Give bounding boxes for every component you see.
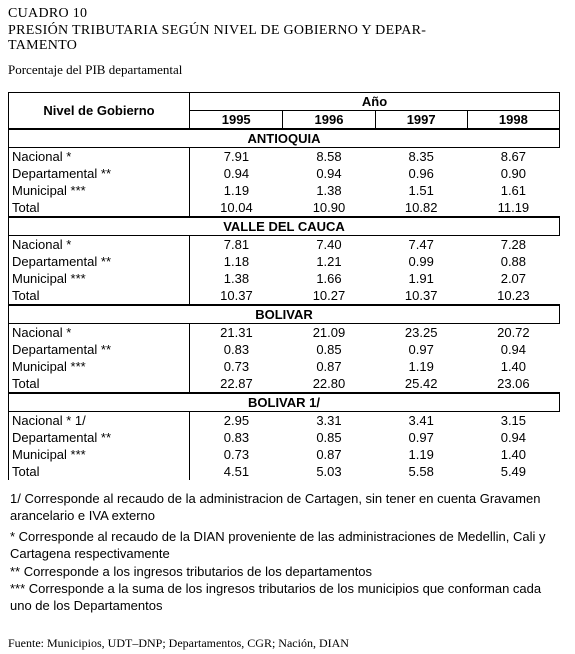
row-label: Nacional * 1/ <box>9 412 190 430</box>
value-cell: 0.83 <box>223 429 250 445</box>
table-row <box>9 199 560 217</box>
value-cell: 23.06 <box>497 375 530 391</box>
value-cell: 7.81 <box>223 236 250 252</box>
value-cell: 5.03 <box>316 463 342 479</box>
section-header: BOLIVAR <box>9 305 560 324</box>
row-label: Municipal *** <box>9 446 190 463</box>
value-cell: 1.91 <box>408 270 434 286</box>
year-header: 1996 <box>283 111 375 130</box>
row-label: Departamental ** <box>9 341 190 358</box>
value-cell: 1.21 <box>316 253 342 269</box>
value-cell: 2.95 <box>223 412 250 428</box>
table-row <box>9 446 560 463</box>
table-row <box>9 165 560 182</box>
value-cell: 0.96 <box>408 165 434 181</box>
value-cell: 1.40 <box>500 446 527 462</box>
value-cell: 20.72 <box>497 324 530 340</box>
table-subtitle: Porcentaje del PIB departamental <box>8 62 183 77</box>
table-row <box>9 182 560 199</box>
value-cell: 1.18 <box>223 253 250 269</box>
value-cell: 7.40 <box>316 236 342 252</box>
value-cell: 7.28 <box>500 236 527 252</box>
value-cell: 0.73 <box>223 446 250 462</box>
value-cell: 0.94 <box>500 429 527 445</box>
row-label: Departamental ** <box>9 253 190 270</box>
value-cell: 3.41 <box>408 412 434 428</box>
year-header: 1997 <box>375 111 467 130</box>
table-row <box>9 375 560 393</box>
value-cell: 0.99 <box>408 253 434 269</box>
row-label: Nacional * <box>9 236 190 254</box>
row-label: Departamental ** <box>9 429 190 446</box>
row-label: Municipal *** <box>9 182 190 199</box>
value-cell: 5.58 <box>408 463 434 479</box>
value-cell: 0.90 <box>500 165 527 181</box>
footnote: * Corresponde al recaudo de la DIAN proveniente de las administraciones de Medellin, Cali y Cartagena respectivamente <box>10 529 546 561</box>
value-cell: 0.94 <box>223 165 250 181</box>
source-note: Fuente: Municipios, UDT–DNP; Departamentos, CGR; Nación, DIAN <box>8 636 349 650</box>
footnote: ** Corresponde a los ingresos tributarios de los departamentos <box>10 564 373 579</box>
value-cell: 1.40 <box>500 358 527 374</box>
value-cell: 1.61 <box>500 182 527 198</box>
value-cell: 25.42 <box>404 375 438 391</box>
section-header: VALLE DEL CAUCA <box>9 217 560 236</box>
value-cell: 7.91 <box>223 148 250 164</box>
column-header-year-group: Año <box>190 93 560 111</box>
table-label: CUADRO 10 <box>8 6 88 21</box>
table-row <box>9 324 560 342</box>
value-cell: 10.82 <box>404 199 438 215</box>
footnote: 1/ Corresponde al recaudo de la administracion de Cartagen, sin tener en cuenta Gravamen arancelario e IVA externo <box>10 491 541 523</box>
value-cell: 0.87 <box>316 358 342 374</box>
value-cell: 0.88 <box>500 253 527 269</box>
row-label: Municipal *** <box>9 270 190 287</box>
year-header: 1995 <box>190 111 283 130</box>
table-row <box>9 463 560 480</box>
value-cell: 21.31 <box>220 324 253 340</box>
value-cell: 23.25 <box>404 324 438 340</box>
value-cell: 21.09 <box>312 324 346 340</box>
value-cell: 0.97 <box>408 429 434 445</box>
value-cell: 8.58 <box>316 148 342 164</box>
value-cell: 0.94 <box>316 165 342 181</box>
value-cell: 22.87 <box>220 375 253 391</box>
row-label: Total <box>9 199 190 217</box>
table-row <box>9 148 560 166</box>
table-row <box>9 253 560 270</box>
value-cell: 10.37 <box>220 287 253 303</box>
value-cell: 11.19 <box>497 199 530 215</box>
footnote: *** Corresponde a la suma de los ingresos tributarios de los municipios que conforman cada uno de los Departamentos <box>10 581 542 613</box>
row-label: Nacional * <box>9 324 190 342</box>
value-cell: 10.27 <box>312 287 346 303</box>
value-cell: 0.94 <box>500 341 527 357</box>
value-cell: 22.80 <box>312 375 346 391</box>
value-cell: 1.19 <box>408 358 434 374</box>
value-cell: 0.85 <box>316 429 342 445</box>
tax-pressure-table <box>8 92 560 480</box>
value-cell: 0.83 <box>223 341 250 357</box>
value-cell: 1.38 <box>223 270 250 286</box>
value-cell: 1.66 <box>316 270 342 286</box>
value-cell: 1.19 <box>408 446 434 462</box>
table-row <box>9 412 560 430</box>
table-title: PRESIÓN TRIBUTARIA SEGÚN NIVEL DE GOBIERNO Y DEPAR- TAMENTO <box>8 23 427 53</box>
value-cell: 2.07 <box>500 270 527 286</box>
row-label: Total <box>9 375 190 393</box>
value-cell: 0.85 <box>316 341 342 357</box>
value-cell: 0.87 <box>316 446 342 462</box>
value-cell: 8.67 <box>500 148 527 164</box>
row-label: Total <box>9 463 190 480</box>
value-cell: 10.04 <box>220 199 253 215</box>
value-cell: 10.23 <box>497 287 530 303</box>
value-cell: 5.49 <box>500 463 527 479</box>
column-header-nivel: Nivel de Gobierno <box>9 93 190 130</box>
table-row <box>9 358 560 375</box>
value-cell: 0.73 <box>223 358 250 374</box>
value-cell: 3.31 <box>316 412 342 428</box>
section-header: ANTIOQUIA <box>9 129 560 148</box>
value-cell: 8.35 <box>408 148 434 164</box>
row-label: Municipal *** <box>9 358 190 375</box>
value-cell: 3.15 <box>500 412 527 428</box>
year-header: 1998 <box>467 111 559 130</box>
table-row <box>9 287 560 305</box>
value-cell: 1.19 <box>223 182 250 198</box>
value-cell: 0.97 <box>408 341 434 357</box>
table-row <box>9 341 560 358</box>
section-header: BOLIVAR 1/ <box>9 393 560 412</box>
value-cell: 1.38 <box>316 182 342 198</box>
row-label: Total <box>9 287 190 305</box>
value-cell: 7.47 <box>408 236 434 252</box>
value-cell: 1.51 <box>408 182 434 198</box>
table-row <box>9 270 560 287</box>
table-body <box>9 129 560 480</box>
value-cell: 4.51 <box>223 463 250 479</box>
row-label: Nacional * <box>9 148 190 166</box>
value-cell: 10.37 <box>404 287 438 303</box>
value-cell: 10.90 <box>312 199 346 215</box>
row-label: Departamental ** <box>9 165 190 182</box>
table-row <box>9 429 560 446</box>
table-row <box>9 236 560 254</box>
